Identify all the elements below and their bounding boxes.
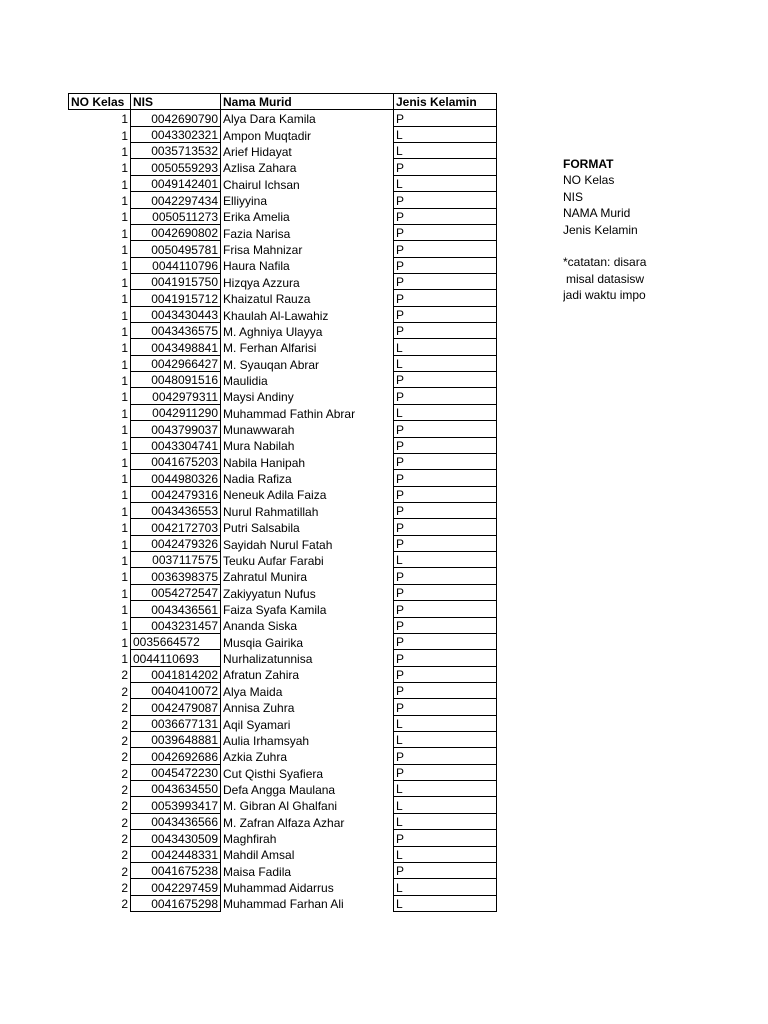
cell-nis[interactable]: 0041675203 <box>131 453 221 469</box>
table-row <box>69 192 497 208</box>
table-row <box>69 732 497 748</box>
cell-jenis-kelamin[interactable]: L <box>394 895 497 911</box>
cell-jenis-kelamin[interactable]: P <box>394 470 497 486</box>
cell-jenis-kelamin[interactable]: P <box>394 502 497 518</box>
table-row <box>69 470 497 486</box>
header-nis[interactable]: NIS <box>131 94 221 110</box>
cell-no-kelas[interactable]: 1 <box>121 570 128 585</box>
cell-nama-murid[interactable]: Maulidia <box>223 373 268 388</box>
cell-nama-murid[interactable]: Annisa Zuhra <box>223 701 295 716</box>
cell-nama-murid[interactable]: Afratun Zahira <box>223 668 300 683</box>
cell-nama-murid[interactable]: Nurhalizatunnisa <box>223 652 313 667</box>
cell-nis[interactable]: 0045472230 <box>131 764 221 780</box>
cell-nis[interactable]: 0044110693 <box>131 650 221 666</box>
cell-nama-murid[interactable]: Aulia Irhamsyah <box>223 733 310 748</box>
cell-nis[interactable]: 0042297459 <box>131 879 221 895</box>
cell-nis[interactable]: 0042479326 <box>131 535 221 551</box>
table-row <box>69 143 497 159</box>
cell-nama-murid[interactable]: Zakiyyatun Nufus <box>223 586 316 601</box>
cell-no-kelas[interactable]: 1 <box>121 390 128 405</box>
cell-nama-murid[interactable]: Nadia Rafiza <box>223 472 292 487</box>
cell-no-kelas[interactable]: 1 <box>121 161 128 176</box>
cell-nama-murid[interactable]: M. Zafran Alfaza Azhar <box>223 815 345 830</box>
cell-no-kelas[interactable]: 1 <box>121 635 128 650</box>
cell-nis[interactable]: 0041915712 <box>131 290 221 306</box>
cell-nis[interactable]: 0042172703 <box>131 519 221 535</box>
cell-jenis-kelamin[interactable]: P <box>394 159 497 175</box>
cell-nama-murid[interactable]: Maysi Andiny <box>223 390 294 405</box>
cell-nama-murid[interactable]: M. Gibran Al Ghalfani <box>223 799 338 814</box>
table-row <box>69 159 497 175</box>
cell-nis[interactable]: 0048091516 <box>131 372 221 388</box>
cell-no-kelas[interactable]: 1 <box>121 603 128 617</box>
cell-nama-murid[interactable]: Muhammad Fathin Abrar <box>223 406 356 421</box>
cell-no-kelas[interactable]: 1 <box>121 406 128 421</box>
cell-jenis-kelamin[interactable]: L <box>394 813 497 829</box>
cell-nis[interactable]: 0050559293 <box>131 159 221 175</box>
table-row <box>69 862 497 878</box>
cell-nama-murid[interactable]: Muhammad Farhan Ali <box>223 897 344 912</box>
table-row <box>69 502 497 518</box>
cell-jenis-kelamin[interactable]: P <box>394 421 497 437</box>
cell-nis[interactable]: 0035713532 <box>131 143 221 159</box>
table-row <box>69 650 497 666</box>
cell-jenis-kelamin[interactable]: P <box>394 633 497 649</box>
cell-no-kelas[interactable]: 1 <box>121 521 128 536</box>
cell-nis[interactable]: 0042911290 <box>131 404 221 420</box>
cell-jenis-kelamin[interactable]: P <box>394 241 497 257</box>
table-row <box>69 715 497 731</box>
cell-jenis-kelamin[interactable]: P <box>394 666 497 682</box>
cell-nama-murid[interactable]: Mahdil Amsal <box>223 848 295 863</box>
cell-no-kelas[interactable]: 1 <box>121 177 128 192</box>
cell-nis[interactable]: 0041814202 <box>131 666 221 682</box>
cell-jenis-kelamin[interactable]: L <box>394 846 497 862</box>
cell-nama-murid[interactable]: Erika Amelia <box>223 210 290 225</box>
table-row <box>69 748 497 764</box>
table-row <box>69 813 497 829</box>
table-row <box>69 224 497 240</box>
table-row <box>69 355 497 371</box>
cell-no-kelas[interactable]: 2 <box>121 717 128 732</box>
table-row <box>69 306 497 322</box>
cell-jenis-kelamin[interactable]: L <box>394 126 497 142</box>
table-row <box>69 830 497 846</box>
cell-jenis-kelamin[interactable]: P <box>394 486 497 502</box>
cell-jenis-kelamin[interactable]: L <box>394 732 497 748</box>
cell-jenis-kelamin[interactable]: P <box>394 568 497 584</box>
table-row <box>69 290 497 306</box>
cell-nis[interactable]: 0043430509 <box>131 830 221 846</box>
cell-nama-murid[interactable]: Zahratul Munira <box>223 570 308 585</box>
cell-nama-murid[interactable]: Munawwarah <box>223 423 295 438</box>
table-row <box>69 764 497 780</box>
cell-nama-murid[interactable]: M. Ferhan Alfarisi <box>223 341 317 356</box>
cell-no-kelas[interactable]: 2 <box>121 815 128 830</box>
cell-no-kelas[interactable]: 1 <box>121 112 128 127</box>
cell-jenis-kelamin[interactable]: P <box>394 273 497 289</box>
table-row <box>69 486 497 502</box>
cell-jenis-kelamin[interactable]: P <box>394 192 497 208</box>
cell-jenis-kelamin[interactable]: P <box>394 862 497 878</box>
table-row <box>69 879 497 895</box>
cell-jenis-kelamin[interactable]: L <box>394 715 497 731</box>
cell-no-kelas[interactable]: 2 <box>121 733 128 748</box>
cell-jenis-kelamin[interactable]: P <box>394 535 497 551</box>
cell-nis[interactable]: 0050511273 <box>131 208 221 224</box>
cell-nis[interactable]: 0042479316 <box>131 486 221 502</box>
cell-no-kelas[interactable]: 1 <box>121 226 128 241</box>
cell-nis[interactable]: 0041675238 <box>131 862 221 878</box>
cell-no-kelas[interactable]: 1 <box>121 455 128 470</box>
cell-nis[interactable]: 0037117575 <box>131 552 221 568</box>
cell-nama-murid[interactable]: Nurul Rahmatillah <box>223 504 319 519</box>
header-row <box>69 94 497 110</box>
cell-nama-murid[interactable]: Alya Dara Kamila <box>223 112 316 127</box>
cell-nama-murid[interactable]: M. Aghniya Ulayya <box>223 324 323 339</box>
cell-nama-murid[interactable]: Faiza Syafa Kamila <box>223 603 327 617</box>
table-row <box>69 895 497 911</box>
cell-jenis-kelamin[interactable]: L <box>394 175 497 191</box>
cell-nis[interactable]: 0043430443 <box>131 306 221 322</box>
cell-nis[interactable]: 0035664572 <box>131 633 221 649</box>
cell-jenis-kelamin[interactable]: P <box>394 584 497 600</box>
cell-jenis-kelamin[interactable]: P <box>394 224 497 240</box>
format-blank-cell[interactable] <box>563 238 653 254</box>
cell-no-kelas[interactable]: 1 <box>121 586 128 601</box>
format-line-nis[interactable]: NIS <box>563 189 584 204</box>
cell-nis[interactable]: 0042479087 <box>131 699 221 715</box>
cell-nama-murid[interactable]: M. Syauqan Abrar <box>223 357 320 372</box>
format-title[interactable]: FORMAT <box>563 157 614 171</box>
cell-nis[interactable]: 0043498841 <box>131 339 221 355</box>
cell-jenis-kelamin[interactable]: L <box>394 355 497 371</box>
table-row <box>69 535 497 551</box>
cell-nis[interactable]: 0043436575 <box>131 323 221 339</box>
cell-no-kelas[interactable]: 2 <box>121 897 128 912</box>
cell-nama-murid[interactable]: Ampon Muqtadir <box>223 128 312 143</box>
cell-nama-murid[interactable]: Arief Hidayat <box>223 144 292 159</box>
cell-no-kelas[interactable]: 2 <box>121 848 128 863</box>
cell-jenis-kelamin[interactable]: P <box>394 290 497 306</box>
format-note-line[interactable]: *catatan: disara <box>563 255 647 270</box>
cell-nis[interactable]: 0050495781 <box>131 241 221 257</box>
table-row <box>69 404 497 420</box>
table-row <box>69 110 497 126</box>
cell-nama-murid[interactable]: Fazia Narisa <box>223 226 291 241</box>
cell-no-kelas[interactable]: 1 <box>121 292 128 307</box>
table-row <box>69 372 497 388</box>
cell-nis[interactable]: 0042692686 <box>131 748 221 764</box>
student-table <box>68 93 497 912</box>
cell-nama-murid[interactable]: Frisa Mahnizar <box>223 243 303 258</box>
cell-jenis-kelamin[interactable]: P <box>394 699 497 715</box>
cell-no-kelas[interactable]: 1 <box>121 439 128 454</box>
cell-nama-murid[interactable]: Sayidah Nurul Fatah <box>223 537 333 552</box>
cell-no-kelas[interactable]: 1 <box>121 373 128 388</box>
cell-no-kelas[interactable]: 1 <box>121 488 128 503</box>
table-row <box>69 568 497 584</box>
student-rows <box>69 110 497 912</box>
format-panel <box>563 156 653 304</box>
cell-nis[interactable]: 0042979311 <box>131 388 221 404</box>
cell-nama-murid[interactable]: Nabila Hanipah <box>223 455 306 470</box>
table-row <box>69 519 497 535</box>
cell-nis[interactable]: 0043436561 <box>131 601 221 617</box>
cell-nis[interactable]: 0049142401 <box>131 175 221 191</box>
table-row <box>69 453 497 469</box>
cell-no-kelas[interactable]: 1 <box>121 324 128 339</box>
cell-nis[interactable]: 0054272547 <box>131 584 221 600</box>
cell-nama-murid[interactable]: Alya Maida <box>223 684 283 699</box>
cell-no-kelas[interactable]: 2 <box>121 864 128 879</box>
cell-nama-murid[interactable]: Muhammad Aidarrus <box>223 881 334 896</box>
table-row <box>69 437 497 453</box>
cell-jenis-kelamin[interactable]: P <box>394 388 497 404</box>
cell-nis[interactable]: 0042690790 <box>131 110 221 126</box>
table-row <box>69 699 497 715</box>
cell-no-kelas[interactable]: 1 <box>121 128 128 143</box>
cell-jenis-kelamin[interactable]: L <box>394 143 497 159</box>
table-row <box>69 257 497 273</box>
cell-no-kelas[interactable]: 2 <box>121 832 128 847</box>
cell-nis[interactable]: 0042690802 <box>131 224 221 240</box>
cell-jenis-kelamin[interactable]: P <box>394 830 497 846</box>
cell-nis[interactable]: 0042966427 <box>131 355 221 371</box>
cell-jenis-kelamin[interactable]: P <box>394 437 497 453</box>
cell-jenis-kelamin[interactable]: P <box>394 257 497 273</box>
cell-nama-murid[interactable]: Teuku Aufar Farabi <box>223 553 324 568</box>
cell-nama-murid[interactable]: Khaizatul Rauza <box>223 292 311 307</box>
format-note-line[interactable]: jadi waktu impo <box>563 288 646 303</box>
cell-nis[interactable]: 0043436553 <box>131 502 221 518</box>
cell-jenis-kelamin[interactable]: P <box>394 110 497 126</box>
cell-no-kelas[interactable]: 2 <box>121 668 128 683</box>
table-row <box>69 126 497 142</box>
cell-jenis-kelamin[interactable]: P <box>394 306 497 322</box>
cell-jenis-kelamin[interactable]: L <box>394 339 497 355</box>
cell-nama-murid[interactable]: Musqia Gairika <box>223 635 304 650</box>
cell-nama-murid[interactable]: Defa Angga Maulana <box>223 782 336 797</box>
table-row <box>69 421 497 437</box>
cell-nis[interactable]: 0036677131 <box>131 715 221 731</box>
format-note-line[interactable]: misal datasisw <box>566 271 645 286</box>
cell-nis[interactable]: 0041915750 <box>131 273 221 289</box>
table-row <box>69 846 497 862</box>
format-line-no-kelas[interactable]: NO Kelas <box>563 173 615 188</box>
table-row <box>69 617 497 633</box>
cell-no-kelas[interactable]: 1 <box>121 652 128 667</box>
cell-jenis-kelamin[interactable]: P <box>394 764 497 780</box>
cell-nis[interactable]: 0042297434 <box>131 192 221 208</box>
cell-nis[interactable]: 0043634550 <box>131 781 221 797</box>
cell-no-kelas[interactable]: 2 <box>121 881 128 896</box>
cell-no-kelas[interactable]: 1 <box>121 553 128 568</box>
cell-jenis-kelamin[interactable]: P <box>394 323 497 339</box>
table-row <box>69 797 497 813</box>
cell-jenis-kelamin[interactable]: L <box>394 879 497 895</box>
format-line-jenis-kelamin[interactable]: Jenis Kelamin <box>563 222 638 237</box>
cell-nis[interactable]: 0041675298 <box>131 895 221 911</box>
cell-nama-murid[interactable]: Ananda Siska <box>223 619 298 634</box>
header-no-kelas[interactable]: NO Kelas <box>69 94 131 110</box>
cell-nama-murid[interactable]: Haura Nafila <box>223 259 290 274</box>
table-row <box>69 273 497 289</box>
cell-nis[interactable]: 0043302321 <box>131 126 221 142</box>
cell-jenis-kelamin[interactable]: P <box>394 519 497 535</box>
cell-jenis-kelamin[interactable]: P <box>394 682 497 698</box>
cell-no-kelas[interactable]: 2 <box>121 701 128 716</box>
cell-no-kelas[interactable]: 1 <box>121 144 128 159</box>
cell-nama-murid[interactable]: Hizqya Azzura <box>223 275 300 290</box>
cell-nis[interactable]: 0042448331 <box>131 846 221 862</box>
cell-nis[interactable]: 0040410072 <box>131 682 221 698</box>
header-jenis-kelamin[interactable]: Jenis Kelamin <box>394 94 497 110</box>
cell-no-kelas[interactable]: 2 <box>121 766 128 781</box>
cell-nis[interactable]: 0036398375 <box>131 568 221 584</box>
table-row <box>69 781 497 797</box>
table-row <box>69 552 497 568</box>
table-row <box>69 584 497 600</box>
cell-jenis-kelamin[interactable]: P <box>394 208 497 224</box>
cell-jenis-kelamin[interactable]: P <box>394 650 497 666</box>
cell-jenis-kelamin[interactable]: L <box>394 781 497 797</box>
table-row <box>69 323 497 339</box>
cell-nama-murid[interactable]: Chairul Ichsan <box>223 177 300 192</box>
cell-no-kelas[interactable]: 1 <box>121 423 128 438</box>
cell-no-kelas[interactable]: 2 <box>121 684 128 699</box>
table-row <box>69 208 497 224</box>
cell-nama-murid[interactable]: Khaulah Al-Lawahiz <box>223 308 329 323</box>
cell-jenis-kelamin[interactable]: P <box>394 453 497 469</box>
cell-nis[interactable]: 0044110796 <box>131 257 221 273</box>
cell-nama-murid[interactable]: Maghfirah <box>223 832 277 847</box>
cell-no-kelas[interactable]: 1 <box>121 275 128 290</box>
cell-nis[interactable]: 0043231457 <box>131 617 221 633</box>
cell-nama-murid[interactable]: Maisa Fadila <box>223 864 292 879</box>
cell-jenis-kelamin[interactable]: L <box>394 552 497 568</box>
cell-jenis-kelamin[interactable]: P <box>394 601 497 617</box>
cell-no-kelas[interactable]: 2 <box>121 799 128 814</box>
cell-nama-murid[interactable]: Azlisa Zahara <box>223 161 297 176</box>
cell-no-kelas[interactable]: 1 <box>121 194 128 209</box>
table-row <box>69 175 497 191</box>
cell-no-kelas[interactable]: 1 <box>121 259 128 274</box>
cell-nama-murid[interactable]: Mura Nabilah <box>223 439 295 454</box>
cell-no-kelas[interactable]: 1 <box>121 357 128 372</box>
cell-nis[interactable]: 0053993417 <box>131 797 221 813</box>
table-row <box>69 601 497 617</box>
cell-nama-murid[interactable]: Aqil Syamari <box>223 717 291 732</box>
cell-nis[interactable]: 0039648881 <box>131 732 221 748</box>
table-row <box>69 682 497 698</box>
cell-no-kelas[interactable]: 1 <box>121 504 128 519</box>
table-row <box>69 241 497 257</box>
cell-nama-murid[interactable]: Azkia Zuhra <box>223 750 288 765</box>
cell-nama-murid[interactable]: Neneuk Adila Faiza <box>223 488 327 503</box>
cell-jenis-kelamin[interactable]: L <box>394 404 497 420</box>
cell-jenis-kelamin[interactable]: L <box>394 797 497 813</box>
cell-no-kelas[interactable]: 1 <box>121 472 128 487</box>
table-row <box>69 633 497 649</box>
cell-no-kelas[interactable]: 1 <box>121 619 128 634</box>
cell-nama-murid[interactable]: Elliyyina <box>223 194 268 209</box>
cell-no-kelas[interactable]: 1 <box>121 341 128 356</box>
cell-nis[interactable]: 0043799037 <box>131 421 221 437</box>
cell-jenis-kelamin[interactable]: P <box>394 748 497 764</box>
cell-nama-murid[interactable]: Cut Qisthi Syafiera <box>223 766 324 781</box>
cell-jenis-kelamin[interactable]: P <box>394 372 497 388</box>
table-row <box>69 666 497 682</box>
cell-no-kelas[interactable]: 2 <box>121 782 128 797</box>
cell-no-kelas[interactable]: 1 <box>121 210 128 225</box>
header-nama-murid[interactable]: Nama Murid <box>221 94 394 110</box>
table-row <box>69 388 497 404</box>
cell-nis[interactable]: 0043436566 <box>131 813 221 829</box>
cell-no-kelas[interactable]: 1 <box>121 308 128 323</box>
cell-no-kelas[interactable]: 1 <box>121 243 128 258</box>
cell-nis[interactable]: 0043304741 <box>131 437 221 453</box>
format-line-nama-murid[interactable]: NAMA Murid <box>563 206 631 221</box>
cell-jenis-kelamin[interactable]: P <box>394 617 497 633</box>
cell-nama-murid[interactable]: Putri Salsabila <box>223 521 300 536</box>
cell-no-kelas[interactable]: 1 <box>121 537 128 552</box>
cell-nis[interactable]: 0044980326 <box>131 470 221 486</box>
cell-no-kelas[interactable]: 2 <box>121 750 128 765</box>
table-row <box>69 339 497 355</box>
